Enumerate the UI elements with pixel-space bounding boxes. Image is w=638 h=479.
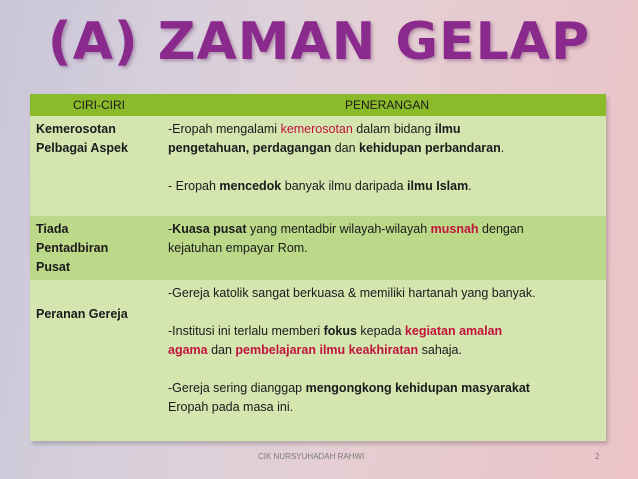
- row-description: [168, 284, 600, 417]
- desc-line: kejatuhan empayar Rom.: [168, 241, 308, 255]
- desc-line: Eropah pada masa ini.: [168, 400, 294, 414]
- header-ciri-ciri: CIRI-CIRI: [73, 98, 125, 112]
- desc-line: - Eropah mencedok banyak ilmu daripada ilmu Islam.: [168, 179, 472, 193]
- table-row: [30, 116, 606, 216]
- desc-line: agama dan pembelajaran ilmu keakhiratan sahaja.: [168, 343, 462, 357]
- row-label: Kemerosotan Pelbagai Aspek: [36, 122, 128, 155]
- desc-line: pengetahuan, perdagangan dan kehidupan perbandaran.: [168, 141, 505, 155]
- desc-line: -Gereja katolik sangat berkuasa & memiliki hartanah yang banyak.: [168, 286, 536, 300]
- row-label: Peranan Gereja: [36, 307, 128, 321]
- table-row: [30, 280, 606, 441]
- row-label: Tiada Pentadbiran Pusat: [36, 222, 109, 274]
- footer-author: CIK NURSYUHADAH RAHWI: [258, 452, 365, 461]
- content-table: [30, 94, 606, 441]
- slide-title: (A) ZAMAN GELAP: [47, 12, 591, 72]
- desc-line: -Kuasa pusat yang mentadbir wilayah-wilayah musnah dengan: [168, 222, 524, 236]
- row-description: [168, 220, 600, 258]
- table-row: [30, 216, 606, 280]
- header-penerangan: PENERANGAN: [344, 98, 430, 112]
- desc-line: -Eropah mengalami kemerosotan dalam bidang ilmu: [168, 122, 461, 136]
- page-number: 2: [595, 452, 600, 461]
- table-header: [30, 94, 606, 116]
- slide-footer: [0, 452, 638, 466]
- desc-line: -Institusi ini terlalu memberi fokus kepada kegiatan amalan: [168, 324, 503, 338]
- row-description: [168, 120, 600, 196]
- desc-line: -Gereja sering dianggap mengongkong kehidupan masyarakat: [168, 381, 530, 395]
